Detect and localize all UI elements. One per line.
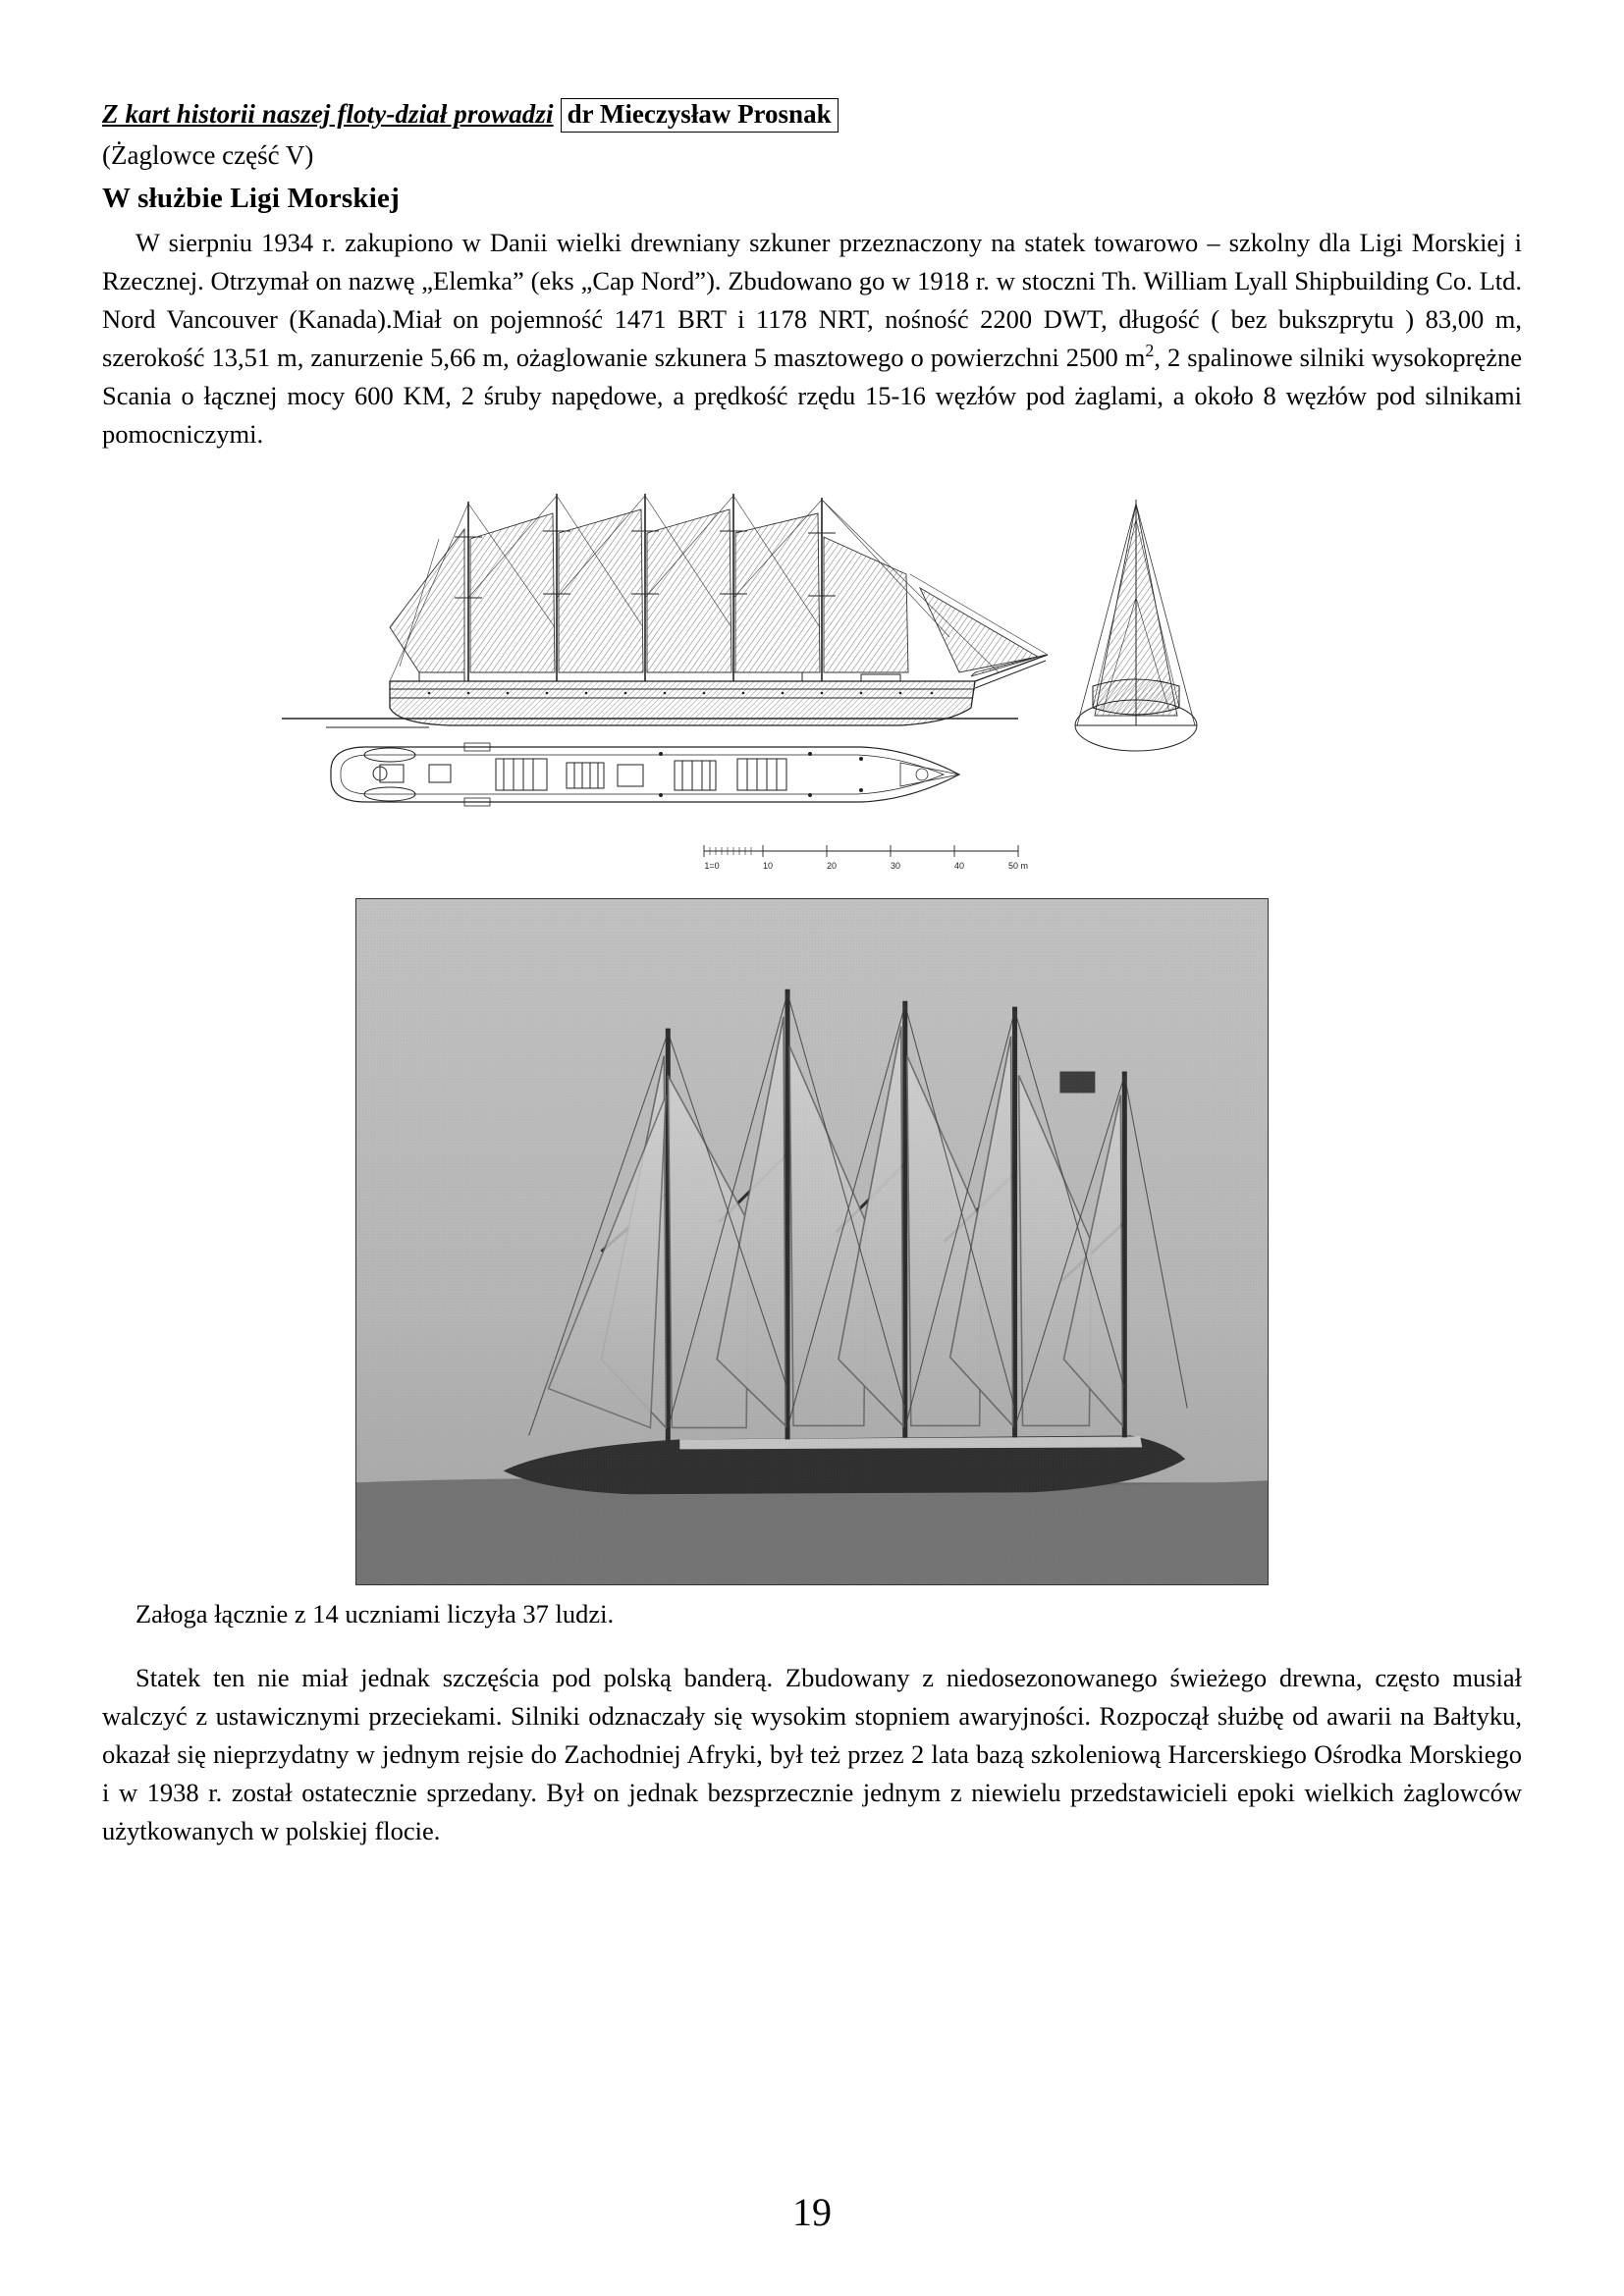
scale-label-40: 40 (953, 860, 965, 871)
scale-bar (704, 845, 1028, 871)
scale-label-20: 20 (826, 860, 838, 871)
series-subtitle: (Żaglowce część V) (102, 139, 314, 170)
scale-label-50: 50 m (1007, 860, 1029, 871)
paragraph-intro (102, 224, 1522, 454)
bow-section-view (1075, 500, 1197, 751)
paragraph-history-text: Statek ten nie miał jednak szczęścia pod polską banderą. Zbudowany z niedosezonowanego świeżego drewna, często musiał walczyć z ustawicznymi przeciekami. Silniki odznaczały się wysokim stopniem awaryjności. Rozpoczął służbę od awarii na Bałtyku, okazał się nieprzydatny w jednym rejsie do Zachodniej Afryki, był też przez 2 lata bazą szkoleniową Harcerskiego Ośrodka Morskiego i w 1938 r. został ostatecznie sprzedany. Był on jednak bezsprzecznie jednym z niewielu przedstawicieli epoki wielkich żaglowców użytkowanych w polskiej flocie. (102, 1663, 1522, 1845)
paragraph-intro-text: W sierpniu 1934 r. zakupiono w Danii wielki drewniany szkuner przeznaczony na statek towarowo – szkolny dla Ligi Morskiej i Rzecznej. Otrzymał on nazwę „Elemka” (eks „Cap Nord”). Zbudowano go w 1918 r. w stoczni Th. William Lyall Shipbuilding Co. Ltd. Nord Vancouver (Kanada).Miał on pojemność 1471 BRT i 1178 NRT, nośność 2200 DWT, długość ( bez bukszprytu ) 83,00 m, szerokość 13,51 m, zanurzenie 5,66 m, ożaglowanie szkunera 5 masztowego o powierzchni 2500 m (102, 228, 1522, 373)
superscript-square: 2 (1145, 341, 1155, 361)
section-title: W służbie Ligi Morskiej (102, 183, 400, 215)
ship-plan-figure (272, 480, 1352, 892)
deck-plan-view (331, 743, 959, 806)
photo-svg (356, 899, 1268, 1584)
scale-label-10: 10 (762, 860, 774, 871)
photo-caption (102, 1595, 1522, 1633)
author-name-box: dr Mieczysław Prosnak (561, 98, 839, 133)
page-number: 19 (792, 2190, 832, 2234)
photo-frame (355, 898, 1269, 1585)
column-title: Z kart historii naszej floty-dział prowadzi (102, 99, 554, 129)
caption-text: Załoga łącznie z 14 uczniami liczyła 37 ludzi. (135, 1598, 615, 1629)
photo-figure (355, 898, 1269, 1585)
column-header (102, 98, 1522, 133)
scale-label-30: 30 (890, 860, 901, 871)
side-elevation-view (282, 494, 1048, 727)
paragraph-intro-text-cont: , 2 spalinowe silniki wysokoprężne Scania o łącznej mocy 600 KM, 2 śruby napędowe, a prędkość rzędu 15-16 węzłów pod żaglami, a około 8 węzłów pod silnikami pomocniczymi. (102, 343, 1522, 450)
scale-label-0: 1=0 (704, 860, 720, 871)
paragraph-history (102, 1659, 1522, 1850)
ship-plan-svg (272, 480, 1352, 892)
